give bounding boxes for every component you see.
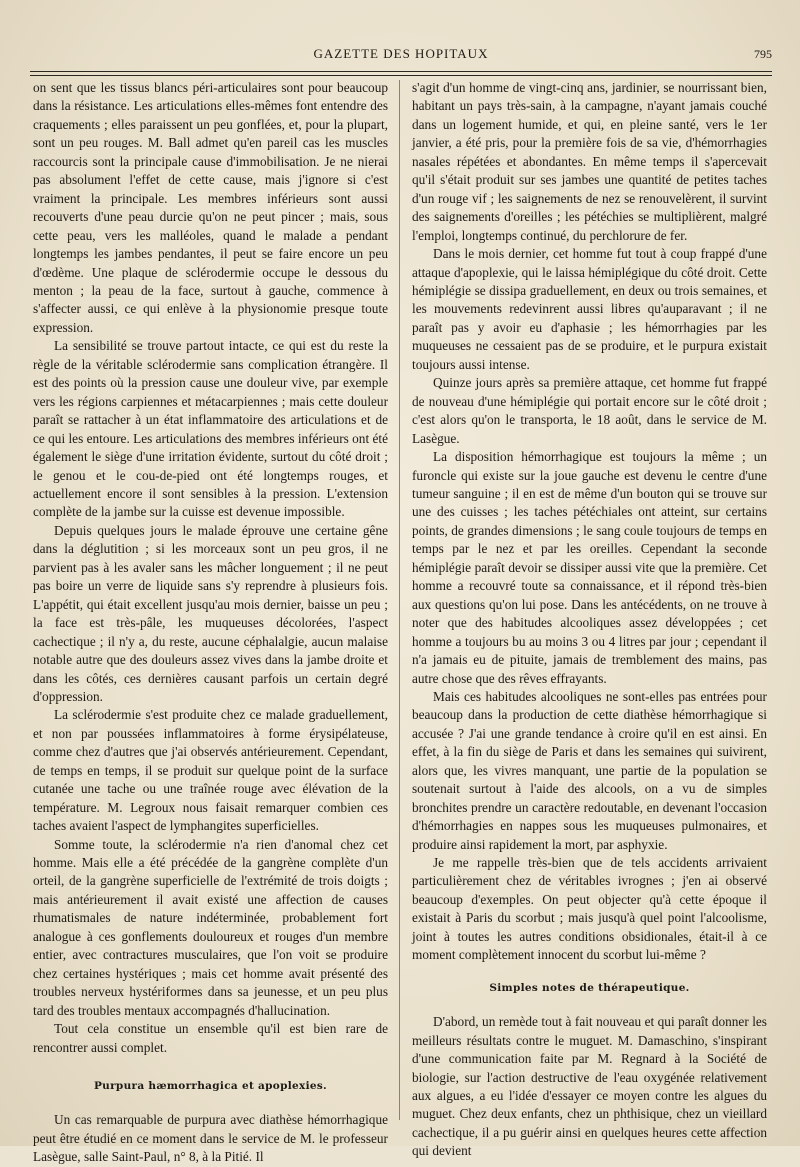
page-header [30,46,772,64]
paragraph: La sensibilité se trouve partout intacte, ce qui est du reste la règle de la véritable sclérodermie sans complication étrangère. Il est des points où la pression cause une douleur vive, par exemple vers les régions carpiennes et métacarpiennes ; mais cette douleur paraît se rattacher à un état inflammatoire des articulations et de ce qui les entoure. Les articulations des membres inférieurs ont été également le siège d'une irritation évidente, surtout du côté droit ; le genou et le cou-de-pied ont été longtemps rouges, et actuellement encore il sont sensibles à la pression. L'extension complète de la jambe sur la cuisse est devenue impossible. [33,338,388,520]
section-heading-purpura: Purpura hæmorrhagica et apoplexies. [93,1080,328,1093]
page-number: 795 [754,47,772,61]
header-rule-thin [30,75,772,76]
section-heading-therapeutique: Simples notes de thérapeutique. [489,981,690,994]
paragraph: Quinze jours après sa première attaque, cet homme fut frappé de nouveau d'une hémiplégie qui portait encore sur le côté droit ; c'est alors qu'on le transporta, le 18 août, dans le service de M. Lasègue. [412,375,767,446]
paragraph: La disposition hémorrhagique est toujours la même ; un furoncle qui existe sur la joue gauche est devenu le centre d'une tumeur sanguine ; il en est de même d'un bouton qui se trouve sur une des cuisses ; les taches pétéchiales ont atteint, sur certains points, de grandes dimensions ; le sang coule toujours de temps en temps par le nez et par les oreilles. Cependant la seconde hémiplégie paraît devoir se dissiper aussi vite que la première. Cet homme a recouvré toute sa connaissance, et il répond très-bien aux questions qu'on lui pose. Dans les antécédents, on ne trouve à noter que des habitudes alcooliques assez développées ; cet homme a toujours bu au moins 3 ou 4 litres par jour ; cependant il n'a jamais eu de pituite, jamais de tremblement des mains, pas autre chose que des rêves effrayants. [412,449,767,686]
paragraph: Mais ces habitudes alcooliques ne sont-elles pas entrées pour beaucoup dans la production de cette diathèse hémorrhagique si accusée ? J'ai une grande tendance à croire qu'il en est ainsi. En effet, à la fin du siège de Paris et dans les semaines qui suivirent, alors que, les vivres manquant, une partie de la population se soutenait surtout à l'aide des alcools, on a vu de simples bronchites prendre un caractère redoutable, en devenant l'occasion d'hémorrhagies en nappes sous les muqueuses pulmonaires, et produire ainsi rapidement la mort, par asphyxie. [412,688,767,852]
paragraph: Dans le mois dernier, cet homme fut tout à coup frappé d'une attaque d'apoplexie, qui le laissa hémiplégique du côté droit. Cette hémiplégie se dissipa graduellement, en deux ou trois semaines, et les mouvements redevinrent aussi libres qu'auparavant ; il ne paraît pas y avoir eu d'aphasie ; les hémorrhagies par les muqueuses ne cessaient pas de se produire, et le purpura existait toujours aussi intense. [412,246,767,372]
paragraph: Un cas remarquable de purpura avec diathèse hémorrhagique peut être étudié en ce moment dans le service de M. le professeur Lasègue, salle Saint-Paul, n° 8, à la Pitié. Il [33,1112,388,1165]
column-divider [399,80,400,1120]
paragraph: Tout cela constitue un ensemble qu'il est bien rare de rencontrer aussi complet. [33,1021,388,1055]
paragraph: Somme toute, la sclérodermie n'a rien d'anomal chez cet homme. Mais elle a été précédée de la gangrène complète d'un orteil, de la gangrène superficielle de l'extrémité de trois doigts ; mais antérieurement il avait existé une affection de causes rhumatismales de nature indéterminée, probablement fort analogue à ces gonflements douloureux et rouges d'un membre entier, avec contractures musculaires, que l'on voit se produire chez certaines hystériques ; mais cet homme avait présenté des troubles nerveux hystériformes dans sa jeunesse, et un peu plus tard des troubles mentaux accompagnés d'hallucination. [33,836,388,1018]
paragraph: La sclérodermie s'est produite chez ce malade graduellement, et non par poussées inflammatoires à forme érysipélateuse, comme chez d'autres que j'ai observés antérieurement. Cependant, de temps en temps, il se produit sur quelque point de la surface cutanée une tache ou une traînée rouge avec élévation de la température. M. Legroux nous faisait remarquer combien ces taches avaient l'aspect de lymphangites superficielles. [33,707,388,834]
right-column [412,79,767,1161]
header-rule [30,71,772,72]
paragraph: on sent que les tissus blancs péri-articulaires sont pour beaucoup dans la résistance. Les articulations elles-mêmes font entendre des craquements ; elles paraissent un peu gonflées, et, pour la plupart, sont un peu rouges. M. Ball admet qu'en pareil cas les muscles raccourcis sont la principale cause d'immobilisation. Je ne nierai pas absolument l'effet de cette cause, mais j'ignore si c'est vraiment la principale. Les membres inférieurs sont aussi recouverts d'une peau durcie qu'on ne peut pincer ; mais, sous cette peau, vers les malléoles, quand le malade a pendant longtemps les jambes pendantes, il peut se faire encore un peu d'œdème. Une plaque de sclérodermie occupe le dessous du menton ; la peau de la face, surtout à gauche, commence à s'affecter aussi, ce qui enlève à la physionomie presque toute expression. [33,80,388,335]
running-title: GAZETTE DES HOPITAUX [313,46,489,61]
paragraph: s'agit d'un homme de vingt-cinq ans, jardinier, se nourrissant bien, habitant un pays très-sain, à la campagne, n'ayant jamais couché dans un logement humide, et qui, en pleine santé, vers le 1er janvier, a été pris, pour la première fois de sa vie, d'hémorrhagies nasales répétées et abondantes. En même temps il s'apercevait qu'il s'était produit sur ses jambes une quantité de petites taches d'un rouge vif ; les saignements de nez se renouvelèrent, il survint des saignements d'oreilles ; les pétéchies se multiplièrent, malgré l'emploi, longtemps continué, du perchlorure de fer. [412,80,767,243]
left-column [33,79,388,1167]
paragraph: D'abord, un remède tout à fait nouveau et qui paraît donner les meilleurs résultats contre le muguet. M. Damaschino, s'inspirant d'une communication faite par M. Regnard à la Société de biologie, sur l'action destructive de l'eau oxygénée relativement aux algues, a eu l'idée d'essayer ce moyen contre les algues du muguet. Chez deux enfants, chez un phthisique, chez un vieillard cachectique, il a pu guérir ainsi en quelques heures cette affection qui devient [412,1014,767,1159]
paragraph: Depuis quelques jours le malade éprouve une certaine gêne dans la déglutition ; si les morceaux sont un peu gros, il ne parvient pas à les avaler sans les mâcher longuement ; il ne peut pas boire un verre de liquide sans s'y reprendre à plusieurs fois. L'appétit, qui était excellent jusqu'au mois dernier, baisse un peu ; la face est très-pâle, les muqueuses décolorées, l'aspect cachectique ; il n'y a, du reste, aucune céphalalgie, aucun malaise notable autre que des douleurs assez vives dans la jambe droite et dans les côtés, ces dernières causant parfois un certain degré d'oppression. [33,522,388,704]
paragraph: Je me rappelle très-bien que de tels accidents arrivaient particulièrement chez de véritables ivrognes ; j'en ai observé beaucoup d'exemples. On peut objecter qu'à cette époque il existait à Paris du scorbut ; mais jusqu'à quel point l'alcoolisme, joint à toutes les autres conditions obsidionales, était-il à ce moment complètement innocent du scorbut lui-même ? [412,855,767,963]
